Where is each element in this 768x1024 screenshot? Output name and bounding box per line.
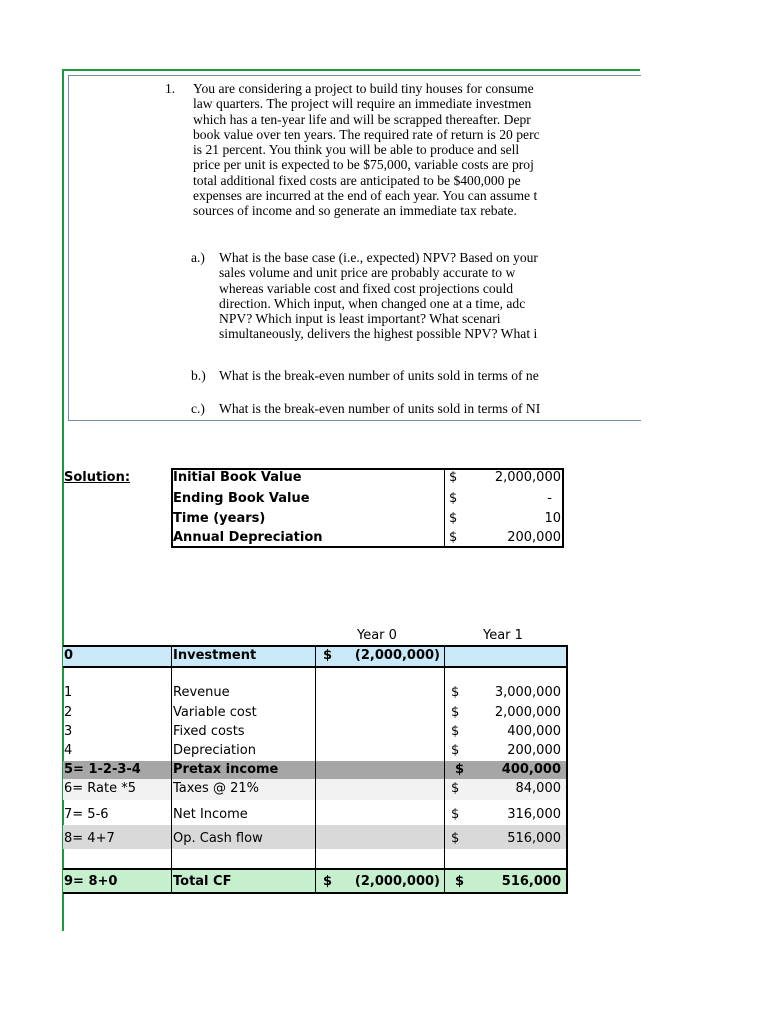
sol-label: Initial Book Value [173,470,302,485]
question-line: whereas variable cost and fixed cost projections could [219,280,514,296]
row-label: Net Income [173,807,248,822]
row-code: 2 [64,705,73,720]
question-label: c.) [191,401,205,416]
sol-label: Annual Depreciation [173,530,323,545]
sol-value: 10 [544,511,561,526]
row-label: Total CF [173,874,232,889]
problem-textbox [68,75,641,421]
year-1-value: 516,000 [507,831,561,846]
problem-line: law quarters. The project will require an immediate investmen [193,96,532,112]
question-line: NPV? Which input is least important? What scenari [219,311,501,327]
year-0-header: Year 0 [357,628,397,643]
problem-number: 1. [165,81,176,96]
currency-symbol: $ [449,530,458,545]
year-1-value: 84,000 [515,781,561,796]
question-line: What is the break-even number of units sold in terms of ne [219,368,539,383]
row-label: Pretax income [173,762,279,777]
problem-line: which has a ten-year life and will be scrapped thereafter. Depr [193,111,531,127]
sol-value: 2,000,000 [494,470,561,485]
year-0-value: (2,000,000) [354,874,440,889]
currency-symbol: $ [449,511,458,526]
currency-symbol: $ [451,781,460,796]
question-label: b.) [191,368,206,383]
row-code: 9= 8+0 [64,874,118,889]
row-label: Depreciation [173,743,256,758]
currency-symbol: $ [451,743,460,758]
question-line: direction. Which input, when changed one at a time, adc [219,295,526,311]
problem-line: total additional fixed costs are anticipated to be $400,000 pe [193,172,521,188]
currency-symbol: $ [451,831,460,846]
question-line: What is the base case (i.e., expected) NPV? Based on your [219,250,538,265]
currency-symbol: $ [455,762,465,777]
year-1-value: 316,000 [507,807,561,822]
problem-line: expenses are incurred at the end of each year. You can assume t [193,188,538,204]
question-line: simultaneously, delivers the highest possible NPV? What i [219,326,538,342]
row-code: 0 [64,648,74,663]
row-code: 8= 4+7 [64,831,115,846]
row-label: Revenue [173,685,230,700]
year-1-value: 200,000 [507,743,561,758]
solution-heading: Solution: [64,470,131,485]
row-label: Fixed costs [173,724,245,739]
row-code: 1 [64,685,73,700]
table-divider [444,468,445,548]
currency-symbol: $ [451,724,460,739]
row-code: 7= 5-6 [64,807,109,822]
row-code: 4 [64,743,73,758]
sol-value: - [547,491,552,506]
column-divider [444,645,445,894]
sol-value: 200,000 [507,530,561,545]
question-line: sales volume and unit price are probably accurate to w [219,265,516,281]
currency-symbol: $ [449,470,458,485]
currency-symbol: $ [449,491,458,506]
currency-symbol: $ [451,705,460,720]
sol-label: Ending Book Value [173,491,310,506]
year-0-value: (2,000,000) [354,648,440,663]
column-divider [171,645,172,894]
frame-top-border [63,69,640,71]
question-line: What is the break-even number of units sold in terms of NI [219,401,541,416]
currency-symbol: $ [323,648,333,663]
year-1-value: 400,000 [507,724,561,739]
problem-line: sources of income and so generate an immediate tax rebate. [193,203,517,219]
frame-left-border [62,69,64,931]
row-label: Op. Cash flow [173,831,263,846]
sol-label: Time (years) [173,511,266,526]
column-divider [315,645,316,894]
currency-symbol: $ [455,874,465,889]
row-label: Variable cost [173,705,257,720]
column-divider [566,645,568,894]
row-code: 3 [64,724,73,739]
currency-symbol: $ [323,874,333,889]
problem-line: You are considering a project to build tiny houses for consume [193,81,534,96]
year-1-value: 400,000 [501,762,561,777]
problem-line: price per unit is expected to be $75,000, variable costs are proj [193,157,534,173]
row-code: 6= Rate *5 [64,781,137,796]
year-1-value: 2,000,000 [494,705,561,720]
problem-line: book value over ten years. The required rate of return is 20 perc [193,126,540,142]
year-1-value: 516,000 [501,874,561,889]
currency-symbol: $ [451,807,460,822]
currency-symbol: $ [451,685,460,700]
row-label: Taxes @ 21% [173,781,259,796]
problem-text [193,81,641,219]
year-1-value: 3,000,000 [494,685,561,700]
question-label: a.) [191,250,205,265]
problem-line: is 21 percent. You think you will be able to produce and sell [193,142,520,158]
year-1-header: Year 1 [483,628,523,643]
row-code: 5= 1-2-3-4 [64,762,141,777]
row-label: Investment [173,648,257,663]
